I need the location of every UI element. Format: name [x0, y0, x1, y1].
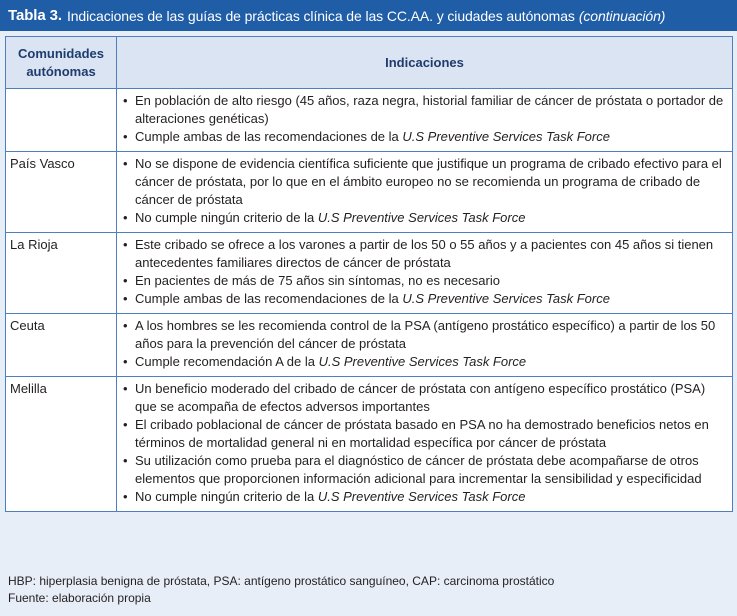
- indications-cell: [117, 314, 733, 377]
- indication-text: En población de alto riesgo (45 años, raza negra, historial familiar de cáncer de próstata o portador de alteraciones genéticas): [135, 93, 724, 126]
- list-item: [121, 353, 728, 371]
- list-item: [121, 272, 728, 290]
- table-body: [6, 89, 733, 512]
- bullet-icon: •: [123, 453, 128, 468]
- bullet-icon: •: [123, 129, 128, 144]
- uspstf-reference: U.S Preventive Services Task Force: [402, 129, 610, 144]
- uspstf-reference: U.S Preventive Services Task Force: [317, 489, 526, 504]
- list-item: [121, 380, 728, 416]
- list-item: [121, 290, 728, 308]
- region-cell: Ceuta: [6, 314, 117, 377]
- indications-list: [121, 236, 728, 308]
- list-item: [121, 488, 728, 506]
- bullet-icon: •: [123, 354, 128, 369]
- list-item: [121, 317, 728, 353]
- indications-list: [121, 317, 728, 371]
- bullet-icon: •: [123, 489, 128, 504]
- table-title: [0, 0, 737, 31]
- indications-cell: [117, 152, 733, 233]
- table-row: [6, 89, 733, 152]
- list-item: [121, 236, 728, 272]
- list-item: [121, 452, 728, 488]
- indication-text: Cumple ambas de las recomendaciones de la: [135, 129, 403, 144]
- indication-text: Este cribado se ofrece a los varones a partir de los 50 o 55 años y a pacientes con 45 años si tienen antecedentes familiares directos de cáncer de próstata: [135, 237, 714, 270]
- bullet-icon: •: [123, 237, 128, 252]
- table-row: [6, 314, 733, 377]
- bullet-icon: •: [123, 93, 128, 108]
- indication-text: Cumple recomendación A de la: [135, 354, 319, 369]
- footnotes: [8, 573, 554, 607]
- indications-list: [121, 92, 728, 146]
- list-item: [121, 209, 728, 227]
- bullet-icon: •: [123, 381, 128, 396]
- header-comunidades: Comunidades autónomas: [6, 37, 117, 89]
- table-row: [6, 152, 733, 233]
- region-cell: [6, 89, 117, 152]
- indications-list: [121, 155, 728, 227]
- indications-table: [5, 36, 733, 512]
- bullet-icon: •: [123, 318, 128, 333]
- table-continuation: (continuación): [578, 7, 666, 24]
- indications-cell: [117, 233, 733, 314]
- header-row: [6, 37, 733, 89]
- list-item: [121, 416, 728, 452]
- table-number: Tabla 3.: [8, 7, 62, 24]
- bullet-icon: •: [123, 417, 128, 432]
- indication-text: Cumple ambas de las recomendaciones de la: [135, 291, 403, 306]
- table-row: [6, 233, 733, 314]
- indication-text: En pacientes de más de 75 años sin síntomas, no es necesario: [135, 273, 500, 288]
- list-item: [121, 128, 728, 146]
- region-cell: País Vasco: [6, 152, 117, 233]
- bullet-icon: •: [123, 210, 128, 225]
- indication-text: El cribado poblacional de cáncer de próstata basado en PSA no ha demostrado beneficios netos en términos de mortalidad general ni en mortalidad específica por cáncer de próstata: [135, 417, 709, 450]
- indication-text: No se dispone de evidencia científica suficiente que justifique un programa de cribado efectivo para el cáncer de próstata, por lo que en el ámbito europeo no se recomienda un programa de cribado de cáncer de próstata: [135, 156, 722, 207]
- bullet-icon: •: [123, 273, 128, 288]
- indication-text: No cumple ningún criterio de la: [135, 210, 318, 225]
- indications-cell: [117, 377, 733, 512]
- footnote-source: Fuente: elaboración propia: [8, 591, 151, 605]
- header-indicaciones: Indicaciones: [117, 37, 733, 89]
- uspstf-reference: U.S Preventive Services Task Force: [402, 291, 610, 306]
- list-item: [121, 92, 728, 128]
- table-title-text: Indicaciones de las guías de prácticas clínica de las CC.AA. y ciudades autónomas: [66, 7, 575, 24]
- uspstf-reference: U.S Preventive Services Task Force: [318, 354, 527, 369]
- footnote-abbreviations: HBP: hiperplasia benigna de próstata, PSA: antígeno prostático sanguíneo, CAP: carcinoma prostático: [8, 574, 555, 588]
- indications-cell: [117, 89, 733, 152]
- indication-text: A los hombres se les recomienda control de la PSA (antígeno prostático específico) a partir de los 50 años para la prevención del cáncer de próstata: [135, 318, 716, 351]
- region-cell: La Rioja: [6, 233, 117, 314]
- indication-text: No cumple ningún criterio de la: [135, 489, 318, 504]
- indication-text: Un beneficio moderado del cribado de cáncer de próstata con antígeno específico prostático (PSA) que se acompaña de efectos adversos importantes: [135, 381, 706, 414]
- table-row: [6, 377, 733, 512]
- list-item: [121, 155, 728, 209]
- bullet-icon: •: [123, 291, 128, 306]
- uspstf-reference: U.S Preventive Services Task Force: [317, 210, 526, 225]
- indications-list: [121, 380, 728, 506]
- indication-text: Su utilización como prueba para el diagnóstico de cáncer de próstata debe acompañarse de otros elementos que proporcionen información adicional para incrementar la sensibilidad y especificidad: [135, 453, 702, 486]
- region-cell: Melilla: [6, 377, 117, 512]
- bullet-icon: •: [123, 156, 128, 171]
